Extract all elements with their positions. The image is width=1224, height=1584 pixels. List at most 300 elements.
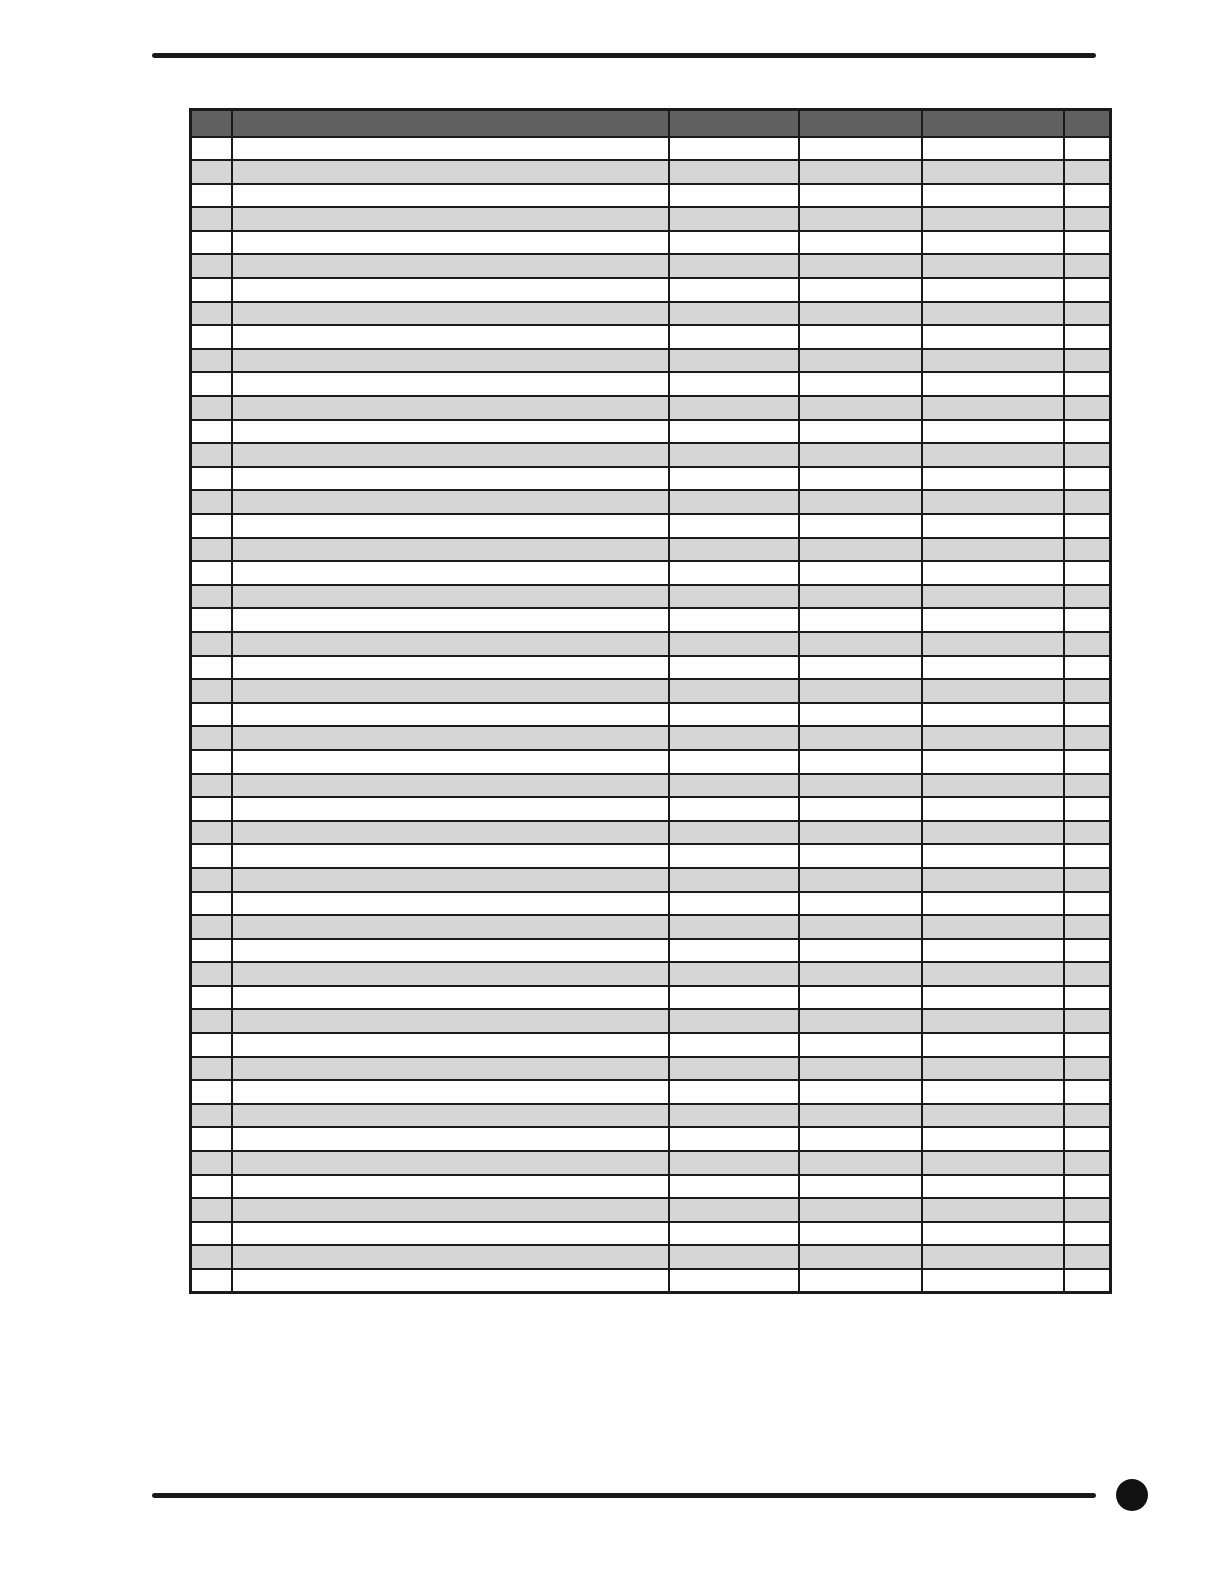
table-cell[interactable]: [232, 278, 669, 302]
table-cell[interactable]: [232, 750, 669, 774]
table-cell[interactable]: [232, 915, 669, 939]
table-cell[interactable]: [1064, 325, 1111, 349]
table-cell[interactable]: [232, 1080, 669, 1104]
table-cell[interactable]: [1064, 656, 1111, 680]
table-cell[interactable]: [799, 656, 922, 680]
table-cell[interactable]: [191, 1104, 232, 1128]
table-cell[interactable]: [799, 561, 922, 585]
table-cell[interactable]: [232, 656, 669, 680]
table-cell[interactable]: [232, 184, 669, 208]
table-cell[interactable]: [232, 420, 669, 444]
table-cell[interactable]: [922, 939, 1064, 963]
table-cell[interactable]: [799, 231, 922, 255]
table-cell[interactable]: [191, 632, 232, 656]
table-cell[interactable]: [922, 1269, 1064, 1293]
table-cell[interactable]: [922, 467, 1064, 491]
table-cell[interactable]: [1064, 538, 1111, 562]
table-cell[interactable]: [922, 514, 1064, 538]
table-cell[interactable]: [799, 844, 922, 868]
table-cell[interactable]: [669, 1080, 799, 1104]
table-cell[interactable]: [1064, 184, 1111, 208]
table-cell[interactable]: [232, 868, 669, 892]
table-cell[interactable]: [922, 184, 1064, 208]
table-cell[interactable]: [669, 797, 799, 821]
table-cell[interactable]: [191, 1057, 232, 1081]
table-cell[interactable]: [669, 939, 799, 963]
table-cell[interactable]: [232, 939, 669, 963]
table-cell[interactable]: [191, 514, 232, 538]
table-cell[interactable]: [669, 892, 799, 916]
table-cell[interactable]: [669, 844, 799, 868]
table-cell[interactable]: [922, 1151, 1064, 1175]
table-cell[interactable]: [922, 325, 1064, 349]
table-cell[interactable]: [232, 1222, 669, 1246]
table-cell[interactable]: [669, 538, 799, 562]
table-cell[interactable]: [1064, 514, 1111, 538]
table-cell[interactable]: [232, 514, 669, 538]
table-cell[interactable]: [799, 443, 922, 467]
table-cell[interactable]: [922, 892, 1064, 916]
table-cell[interactable]: [669, 325, 799, 349]
table-cell[interactable]: [799, 1057, 922, 1081]
table-cell[interactable]: [1064, 1151, 1111, 1175]
table-cell[interactable]: [669, 184, 799, 208]
table-cell[interactable]: [191, 1151, 232, 1175]
table-cell[interactable]: [191, 656, 232, 680]
table-cell[interactable]: [232, 1057, 669, 1081]
header-cell: [191, 110, 232, 137]
table-cell[interactable]: [191, 160, 232, 184]
table-cell[interactable]: [669, 656, 799, 680]
table-cell[interactable]: [669, 231, 799, 255]
table-cell[interactable]: [669, 703, 799, 727]
table-cell[interactable]: [1064, 679, 1111, 703]
table-cell[interactable]: [669, 160, 799, 184]
table-cell[interactable]: [232, 726, 669, 750]
table-cell[interactable]: [922, 1033, 1064, 1057]
table-cell[interactable]: [1064, 396, 1111, 420]
table-cell[interactable]: [799, 892, 922, 916]
table-cell[interactable]: [191, 372, 232, 396]
table-cell[interactable]: [922, 302, 1064, 326]
table-cell[interactable]: [232, 1245, 669, 1269]
table-cell[interactable]: [191, 915, 232, 939]
table-cell[interactable]: [669, 1104, 799, 1128]
table-cell[interactable]: [799, 420, 922, 444]
table-cell[interactable]: [669, 632, 799, 656]
table-cell[interactable]: [232, 396, 669, 420]
table-cell[interactable]: [191, 608, 232, 632]
table-cell[interactable]: [799, 679, 922, 703]
table-cell[interactable]: [232, 1198, 669, 1222]
table-row: [191, 514, 1111, 538]
table-cell[interactable]: [1064, 821, 1111, 845]
table-cell[interactable]: [191, 679, 232, 703]
table-cell[interactable]: [191, 986, 232, 1010]
table-cell[interactable]: [232, 538, 669, 562]
table-cell[interactable]: [669, 608, 799, 632]
table-cell[interactable]: [232, 986, 669, 1010]
table-cell[interactable]: [191, 561, 232, 585]
table-cell[interactable]: [1064, 302, 1111, 326]
table-cell[interactable]: [1064, 774, 1111, 798]
table-cell[interactable]: [1064, 703, 1111, 727]
table-cell[interactable]: [799, 302, 922, 326]
table-cell[interactable]: [799, 797, 922, 821]
table-cell[interactable]: [232, 632, 669, 656]
table-cell[interactable]: [669, 868, 799, 892]
table-cell[interactable]: [191, 538, 232, 562]
table-cell[interactable]: [1064, 231, 1111, 255]
table-cell[interactable]: [1064, 420, 1111, 444]
table-cell[interactable]: [799, 1127, 922, 1151]
table-cell[interactable]: [669, 561, 799, 585]
table-cell[interactable]: [922, 538, 1064, 562]
table-cell[interactable]: [669, 254, 799, 278]
table-cell[interactable]: [922, 703, 1064, 727]
table-cell[interactable]: [799, 325, 922, 349]
table-cell[interactable]: [669, 349, 799, 373]
table-cell[interactable]: [232, 774, 669, 798]
table-cell[interactable]: [191, 892, 232, 916]
table-cell[interactable]: [1064, 467, 1111, 491]
table-cell[interactable]: [232, 844, 669, 868]
table-cell[interactable]: [232, 892, 669, 916]
table-cell[interactable]: [191, 137, 232, 161]
table-cell[interactable]: [232, 302, 669, 326]
table-cell[interactable]: [669, 915, 799, 939]
table-cell[interactable]: [799, 1175, 922, 1199]
table-cell[interactable]: [232, 325, 669, 349]
table-cell[interactable]: [1064, 160, 1111, 184]
table-cell[interactable]: [669, 1033, 799, 1057]
table-cell[interactable]: [922, 1198, 1064, 1222]
table-cell[interactable]: [669, 137, 799, 161]
table-cell[interactable]: [1064, 986, 1111, 1010]
table-cell[interactable]: [232, 1269, 669, 1293]
table-cell[interactable]: [232, 1127, 669, 1151]
table-cell[interactable]: [922, 254, 1064, 278]
table-cell[interactable]: [191, 302, 232, 326]
table-cell[interactable]: [1064, 632, 1111, 656]
table-cell[interactable]: [922, 774, 1064, 798]
table-cell[interactable]: [1064, 868, 1111, 892]
table-cell[interactable]: [799, 1269, 922, 1293]
table-cell[interactable]: [191, 585, 232, 609]
table-cell[interactable]: [1064, 372, 1111, 396]
table-cell[interactable]: [669, 1151, 799, 1175]
table-cell[interactable]: [799, 1245, 922, 1269]
table-cell[interactable]: [799, 278, 922, 302]
table-cell[interactable]: [1064, 962, 1111, 986]
table-cell[interactable]: [669, 726, 799, 750]
table-cell[interactable]: [922, 1175, 1064, 1199]
table-cell[interactable]: [669, 372, 799, 396]
table-cell[interactable]: [922, 585, 1064, 609]
table-cell[interactable]: [191, 844, 232, 868]
table-cell[interactable]: [922, 632, 1064, 656]
table-cell[interactable]: [922, 1080, 1064, 1104]
table-cell[interactable]: [799, 254, 922, 278]
table-cell[interactable]: [669, 1057, 799, 1081]
table-cell[interactable]: [191, 349, 232, 373]
table-cell[interactable]: [191, 821, 232, 845]
table-cell[interactable]: [922, 443, 1064, 467]
table-cell[interactable]: [669, 1222, 799, 1246]
table-cell[interactable]: [799, 538, 922, 562]
table-cell[interactable]: [1064, 1009, 1111, 1033]
table-cell[interactable]: [1064, 585, 1111, 609]
table-cell[interactable]: [799, 160, 922, 184]
table-cell[interactable]: [922, 656, 1064, 680]
table-cell[interactable]: [1064, 1222, 1111, 1246]
table-cell[interactable]: [191, 1198, 232, 1222]
table-cell[interactable]: [922, 207, 1064, 231]
table-cell[interactable]: [232, 679, 669, 703]
table-cell[interactable]: [232, 1009, 669, 1033]
table-cell[interactable]: [191, 962, 232, 986]
table-cell[interactable]: [191, 1222, 232, 1246]
table-cell[interactable]: [232, 703, 669, 727]
table-cell[interactable]: [799, 962, 922, 986]
table-cell[interactable]: [669, 420, 799, 444]
table-cell[interactable]: [1064, 844, 1111, 868]
table-cell[interactable]: [799, 750, 922, 774]
table-cell[interactable]: [232, 490, 669, 514]
table-cell[interactable]: [669, 1009, 799, 1033]
table-cell[interactable]: [191, 1269, 232, 1293]
table-cell[interactable]: [232, 443, 669, 467]
table-cell[interactable]: [232, 561, 669, 585]
table-cell[interactable]: [1064, 1175, 1111, 1199]
table-cell[interactable]: [669, 1269, 799, 1293]
table-cell[interactable]: [799, 372, 922, 396]
table-cell[interactable]: [922, 490, 1064, 514]
table-cell[interactable]: [232, 372, 669, 396]
table-cell[interactable]: [799, 986, 922, 1010]
table-cell[interactable]: [232, 1175, 669, 1199]
table-cell[interactable]: [922, 962, 1064, 986]
table-row: [191, 160, 1111, 184]
table-cell[interactable]: [1064, 915, 1111, 939]
table-cell[interactable]: [1064, 726, 1111, 750]
table-cell[interactable]: [191, 490, 232, 514]
table-cell[interactable]: [1064, 1080, 1111, 1104]
table-cell[interactable]: [1064, 750, 1111, 774]
table-cell[interactable]: [232, 585, 669, 609]
table-cell[interactable]: [799, 726, 922, 750]
table-cell[interactable]: [669, 1127, 799, 1151]
table-cell[interactable]: [669, 774, 799, 798]
table-cell[interactable]: [799, 1009, 922, 1033]
table-cell[interactable]: [799, 349, 922, 373]
table-cell[interactable]: [799, 1104, 922, 1128]
table-cell[interactable]: [1064, 1033, 1111, 1057]
table-cell[interactable]: [669, 585, 799, 609]
table-cell[interactable]: [922, 821, 1064, 845]
table-cell[interactable]: [1064, 608, 1111, 632]
table-cell[interactable]: [1064, 892, 1111, 916]
table-cell[interactable]: [232, 254, 669, 278]
table-cell[interactable]: [669, 1245, 799, 1269]
table-cell[interactable]: [669, 514, 799, 538]
table-cell[interactable]: [191, 278, 232, 302]
table-cell[interactable]: [191, 868, 232, 892]
table-cell[interactable]: [669, 278, 799, 302]
table-cell[interactable]: [1064, 1269, 1111, 1293]
table-cell[interactable]: [669, 1198, 799, 1222]
table-cell[interactable]: [669, 490, 799, 514]
table-cell[interactable]: [922, 396, 1064, 420]
table-cell[interactable]: [1064, 561, 1111, 585]
table-cell[interactable]: [799, 1222, 922, 1246]
table-cell[interactable]: [922, 1245, 1064, 1269]
table-cell[interactable]: [922, 726, 1064, 750]
table-cell[interactable]: [922, 420, 1064, 444]
table-cell[interactable]: [922, 868, 1064, 892]
table-cell[interactable]: [799, 868, 922, 892]
table-cell[interactable]: [799, 396, 922, 420]
table-cell[interactable]: [799, 514, 922, 538]
table-cell[interactable]: [922, 1222, 1064, 1246]
table-cell[interactable]: [799, 137, 922, 161]
table-cell[interactable]: [191, 1127, 232, 1151]
table-cell[interactable]: [1064, 1245, 1111, 1269]
table-cell[interactable]: [669, 443, 799, 467]
table-cell[interactable]: [922, 679, 1064, 703]
table-cell[interactable]: [922, 349, 1064, 373]
table-cell[interactable]: [1064, 137, 1111, 161]
table-cell[interactable]: [191, 797, 232, 821]
table-cell[interactable]: [922, 986, 1064, 1010]
table-cell[interactable]: [799, 184, 922, 208]
table-header-row: [191, 110, 1111, 137]
table-cell[interactable]: [669, 396, 799, 420]
table-cell[interactable]: [669, 750, 799, 774]
table-cell[interactable]: [799, 490, 922, 514]
table-cell[interactable]: [799, 939, 922, 963]
table-cell[interactable]: [669, 1175, 799, 1199]
table-cell[interactable]: [922, 1127, 1064, 1151]
table-cell[interactable]: [922, 160, 1064, 184]
table-cell[interactable]: [232, 467, 669, 491]
table-cell[interactable]: [799, 207, 922, 231]
table-cell[interactable]: [191, 396, 232, 420]
table-cell[interactable]: [232, 1104, 669, 1128]
table-cell[interactable]: [1064, 349, 1111, 373]
table-cell[interactable]: [191, 325, 232, 349]
table-cell[interactable]: [922, 1057, 1064, 1081]
table-cell[interactable]: [1064, 1057, 1111, 1081]
table-cell[interactable]: [191, 703, 232, 727]
table-cell[interactable]: [232, 608, 669, 632]
table-cell[interactable]: [799, 1033, 922, 1057]
table-cell[interactable]: [922, 231, 1064, 255]
table-cell[interactable]: [191, 1033, 232, 1057]
table-cell[interactable]: [669, 679, 799, 703]
table-cell[interactable]: [191, 443, 232, 467]
table-cell[interactable]: [191, 750, 232, 774]
table-cell[interactable]: [1064, 490, 1111, 514]
table-row: [191, 892, 1111, 916]
table-cell[interactable]: [799, 632, 922, 656]
table-cell[interactable]: [232, 797, 669, 821]
table-cell[interactable]: [922, 797, 1064, 821]
table-cell[interactable]: [1064, 254, 1111, 278]
table-cell[interactable]: [922, 1104, 1064, 1128]
table-cell[interactable]: [799, 1198, 922, 1222]
table-cell[interactable]: [232, 137, 669, 161]
table-cell[interactable]: [922, 1009, 1064, 1033]
table-cell[interactable]: [669, 821, 799, 845]
table-cell[interactable]: [669, 986, 799, 1010]
table-cell[interactable]: [232, 962, 669, 986]
table-cell[interactable]: [922, 278, 1064, 302]
table-cell[interactable]: [191, 420, 232, 444]
table-cell[interactable]: [922, 372, 1064, 396]
table-cell[interactable]: [191, 184, 232, 208]
table-cell[interactable]: [1064, 443, 1111, 467]
table-row: [191, 1127, 1111, 1151]
table-cell[interactable]: [191, 1080, 232, 1104]
table-cell[interactable]: [669, 467, 799, 491]
table-cell[interactable]: [799, 915, 922, 939]
table-cell[interactable]: [1064, 797, 1111, 821]
table-cell[interactable]: [922, 561, 1064, 585]
table-cell[interactable]: [191, 939, 232, 963]
table-cell[interactable]: [232, 1151, 669, 1175]
table-cell[interactable]: [1064, 278, 1111, 302]
table-cell[interactable]: [799, 585, 922, 609]
table-cell[interactable]: [191, 1245, 232, 1269]
table-cell[interactable]: [191, 1175, 232, 1199]
table-cell[interactable]: [799, 608, 922, 632]
table-cell[interactable]: [922, 137, 1064, 161]
table-cell[interactable]: [799, 774, 922, 798]
table-cell[interactable]: [191, 231, 232, 255]
table-cell[interactable]: [232, 1033, 669, 1057]
table-cell[interactable]: [232, 349, 669, 373]
table-cell[interactable]: [1064, 1198, 1111, 1222]
table-cell[interactable]: [922, 844, 1064, 868]
table-cell[interactable]: [232, 231, 669, 255]
table-cell[interactable]: [191, 467, 232, 491]
table-cell[interactable]: [799, 467, 922, 491]
table-cell[interactable]: [922, 915, 1064, 939]
table-cell[interactable]: [1064, 1104, 1111, 1128]
table-cell[interactable]: [1064, 207, 1111, 231]
table-cell[interactable]: [191, 774, 232, 798]
table-cell[interactable]: [1064, 939, 1111, 963]
table-cell[interactable]: [191, 207, 232, 231]
table-cell[interactable]: [799, 1080, 922, 1104]
table-cell[interactable]: [191, 254, 232, 278]
table-cell[interactable]: [232, 207, 669, 231]
table-cell[interactable]: [1064, 1127, 1111, 1151]
table-cell[interactable]: [669, 962, 799, 986]
table-cell[interactable]: [922, 750, 1064, 774]
table-cell[interactable]: [669, 302, 799, 326]
table-cell[interactable]: [191, 726, 232, 750]
table-cell[interactable]: [799, 821, 922, 845]
table-cell[interactable]: [799, 1151, 922, 1175]
table-cell[interactable]: [922, 608, 1064, 632]
table-cell[interactable]: [669, 207, 799, 231]
table-cell[interactable]: [799, 703, 922, 727]
table-cell[interactable]: [232, 821, 669, 845]
table-cell[interactable]: [191, 1009, 232, 1033]
table-cell[interactable]: [232, 160, 669, 184]
